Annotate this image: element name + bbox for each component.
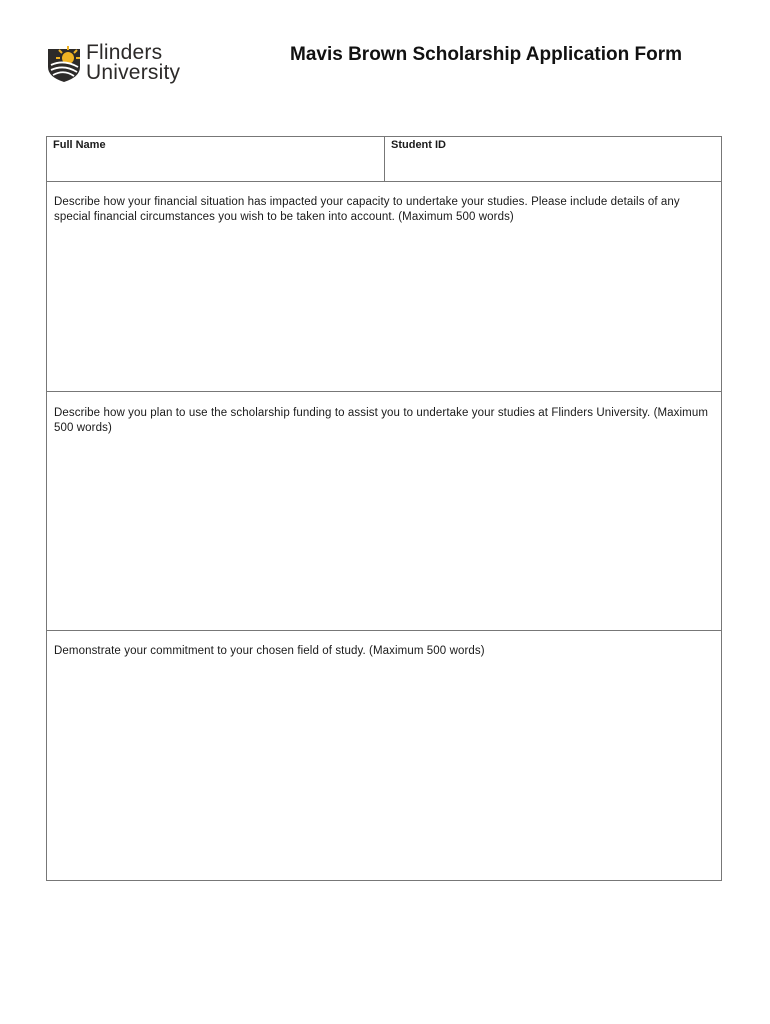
student-id-field[interactable] bbox=[385, 137, 721, 182]
question-3-text: Demonstrate your commitment to your chosen field of study. (Maximum 500 words) bbox=[54, 645, 485, 657]
logo-text-line2: University bbox=[86, 61, 181, 84]
full-name-label: Full Name bbox=[53, 139, 106, 151]
identity-row bbox=[47, 137, 721, 182]
student-id-label: Student ID bbox=[391, 139, 446, 151]
question-3-field[interactable] bbox=[47, 630, 721, 880]
question-2-text: Describe how you plan to use the scholarship funding to assist you to undertake your studies at Flinders University. (Maximum 500 words) bbox=[54, 407, 709, 434]
logo-text-line1: Flinders bbox=[86, 41, 163, 64]
question-1-text: Describe how your financial situation has impacted your capacity to undertake your studies. Please include details of any special financial circumstances you wish to be taken into account. (Maximum 500 words) bbox=[54, 196, 680, 223]
application-form-table bbox=[46, 136, 722, 881]
sun-shield-icon bbox=[46, 43, 82, 83]
page-title: Mavis Brown Scholarship Application Form bbox=[290, 44, 683, 65]
question-2-field[interactable] bbox=[47, 391, 721, 630]
full-name-field[interactable] bbox=[47, 137, 385, 182]
question-1-field[interactable] bbox=[47, 181, 721, 391]
flinders-university-logo bbox=[46, 40, 196, 88]
